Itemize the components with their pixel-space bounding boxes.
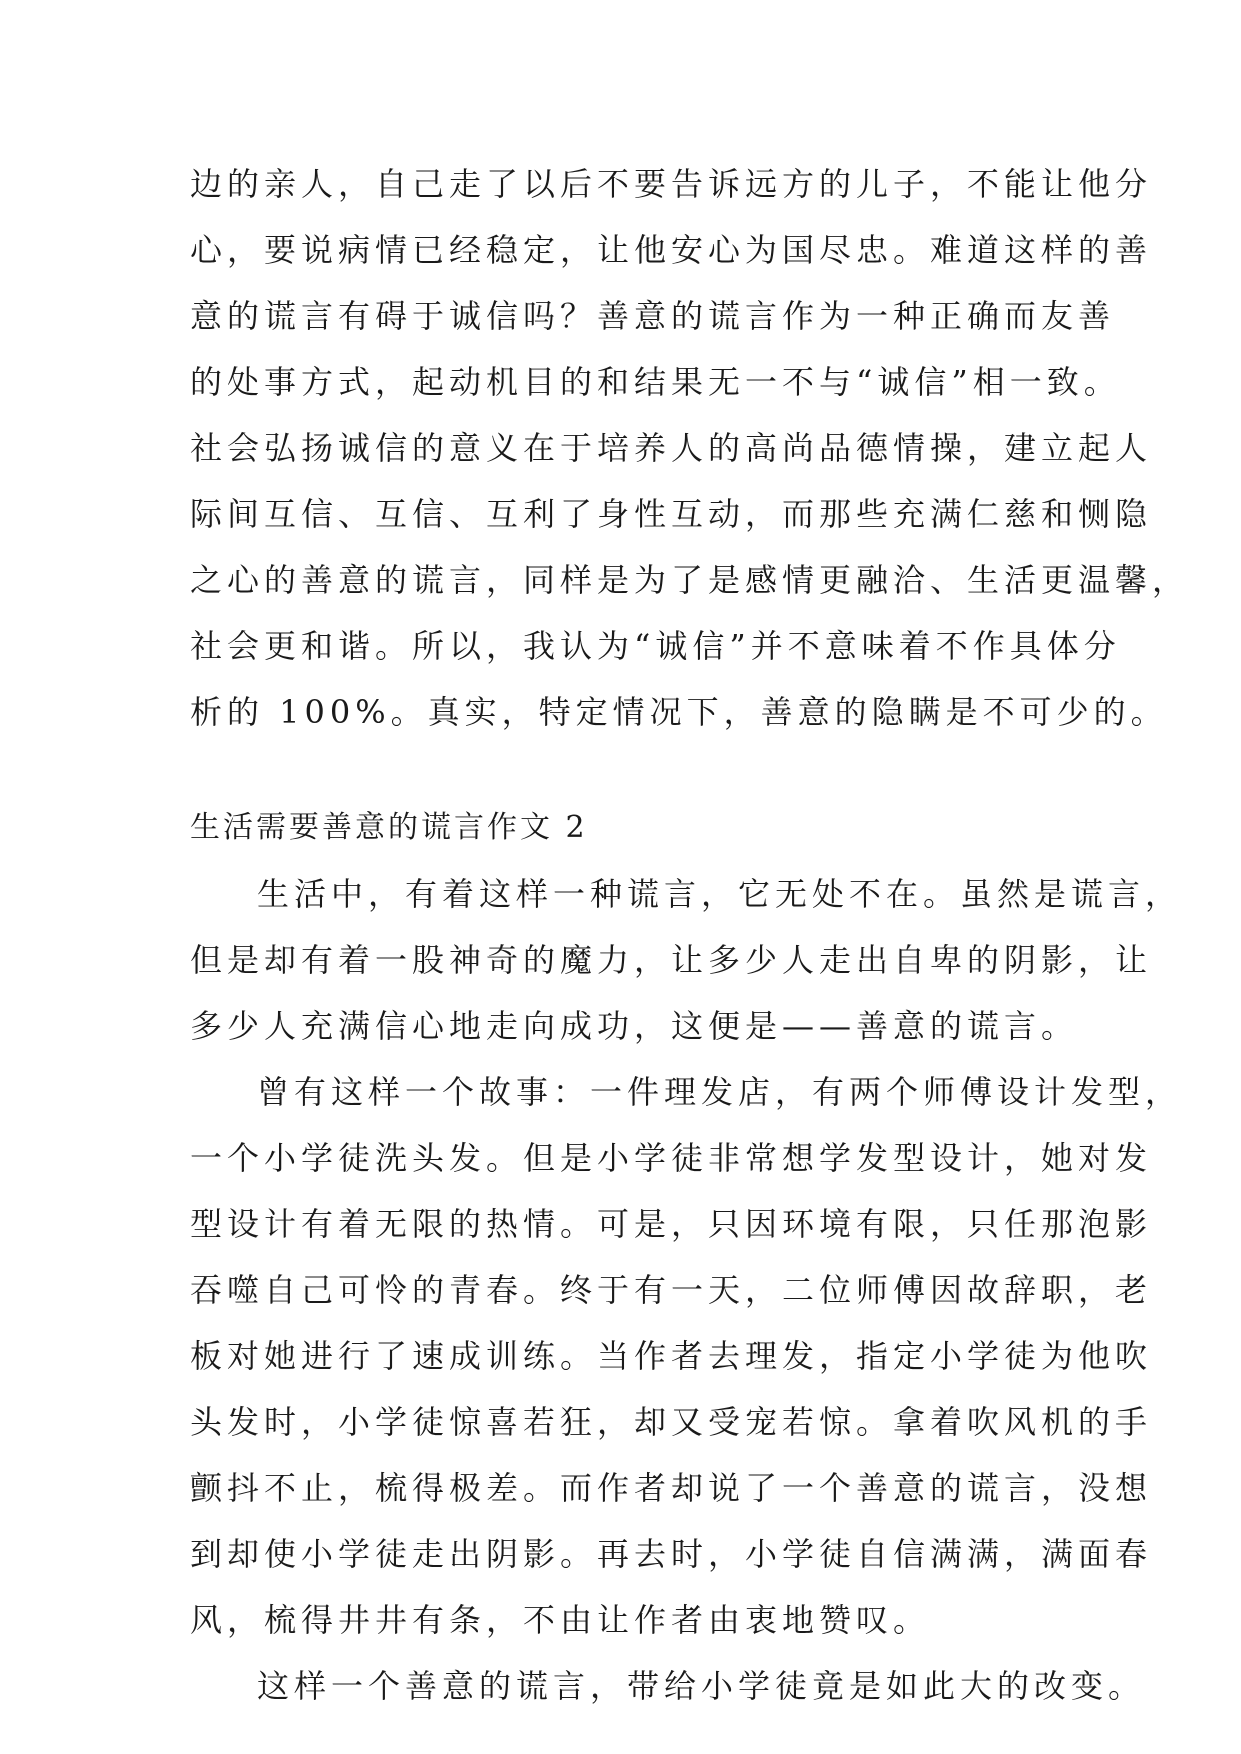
- text-line: 社会弘扬诚信的意义在于培养人的高尚品德情操，建立起人: [190, 429, 1153, 467]
- section-title: 生活需要善意的谎言作文 2: [190, 810, 588, 845]
- text-line: 头发时，小学徒惊喜若狂，却又受宠若惊。拿着吹风机的手: [190, 1403, 1153, 1441]
- text-line: 际间互信、互信、互利了身性互动，而那些充满仁慈和恻隐: [190, 495, 1153, 533]
- text-line: 社会更和谐。所以，我认为“诚信”并不意味着不作具体分: [190, 627, 1121, 665]
- text-line: 颤抖不止，梳得极差。而作者却说了一个善意的谎言，没想: [190, 1469, 1153, 1507]
- text-line: 到却使小学徒走出阴影。再去时，小学徒自信满满，满面春: [190, 1535, 1153, 1573]
- text-line: 一个小学徒洗头发。但是小学徒非常想学发型设计，她对发: [190, 1139, 1153, 1177]
- text-line: 的处事方式，起动机目的和结果无一不与“诚信”相一致。: [190, 363, 1121, 401]
- text-line: 意的谎言有碍于诚信吗？善意的谎言作为一种正确而友善: [190, 297, 1116, 335]
- text-line: 吞噬自己可怜的青春。终于有一天，二位师傅因故辞职，老: [190, 1271, 1153, 1309]
- text-line: 这样一个善意的谎言，带给小学徒竟是如此大的改变。: [257, 1667, 1146, 1705]
- text-line: 之心的善意的谎言，同样是为了是感情更融洽、生活更温馨，: [190, 561, 1190, 599]
- text-line: 曾有这样一个故事：一件理发店，有两个师傅设计发型，: [257, 1073, 1183, 1111]
- text-line: 多少人充满信心地走向成功，这便是——善意的谎言。: [190, 1007, 1079, 1045]
- text-line: 心，要说病情已经稳定，让他安心为国尽忠。难道这样的善: [190, 231, 1153, 269]
- text-line: 但是却有着一股神奇的魔力，让多少人走出自卑的阴影，让: [190, 941, 1153, 979]
- text-line: 边的亲人，自己走了以后不要告诉远方的儿子，不能让他分: [190, 165, 1153, 203]
- text-line: 板对她进行了速成训练。当作者去理发，指定小学徒为他吹: [190, 1337, 1153, 1375]
- text-line: 析的 100%。真实，特定情况下，善意的隐瞒是不可少的。: [190, 693, 1168, 731]
- text-line: 风，梳得井井有条，不由让作者由衷地赞叹。: [190, 1601, 931, 1639]
- text-line: 型设计有着无限的热情。可是，只因环境有限，只任那泡影: [190, 1205, 1153, 1243]
- text-line: 生活中，有着这样一种谎言，它无处不在。虽然是谎言，: [257, 875, 1183, 913]
